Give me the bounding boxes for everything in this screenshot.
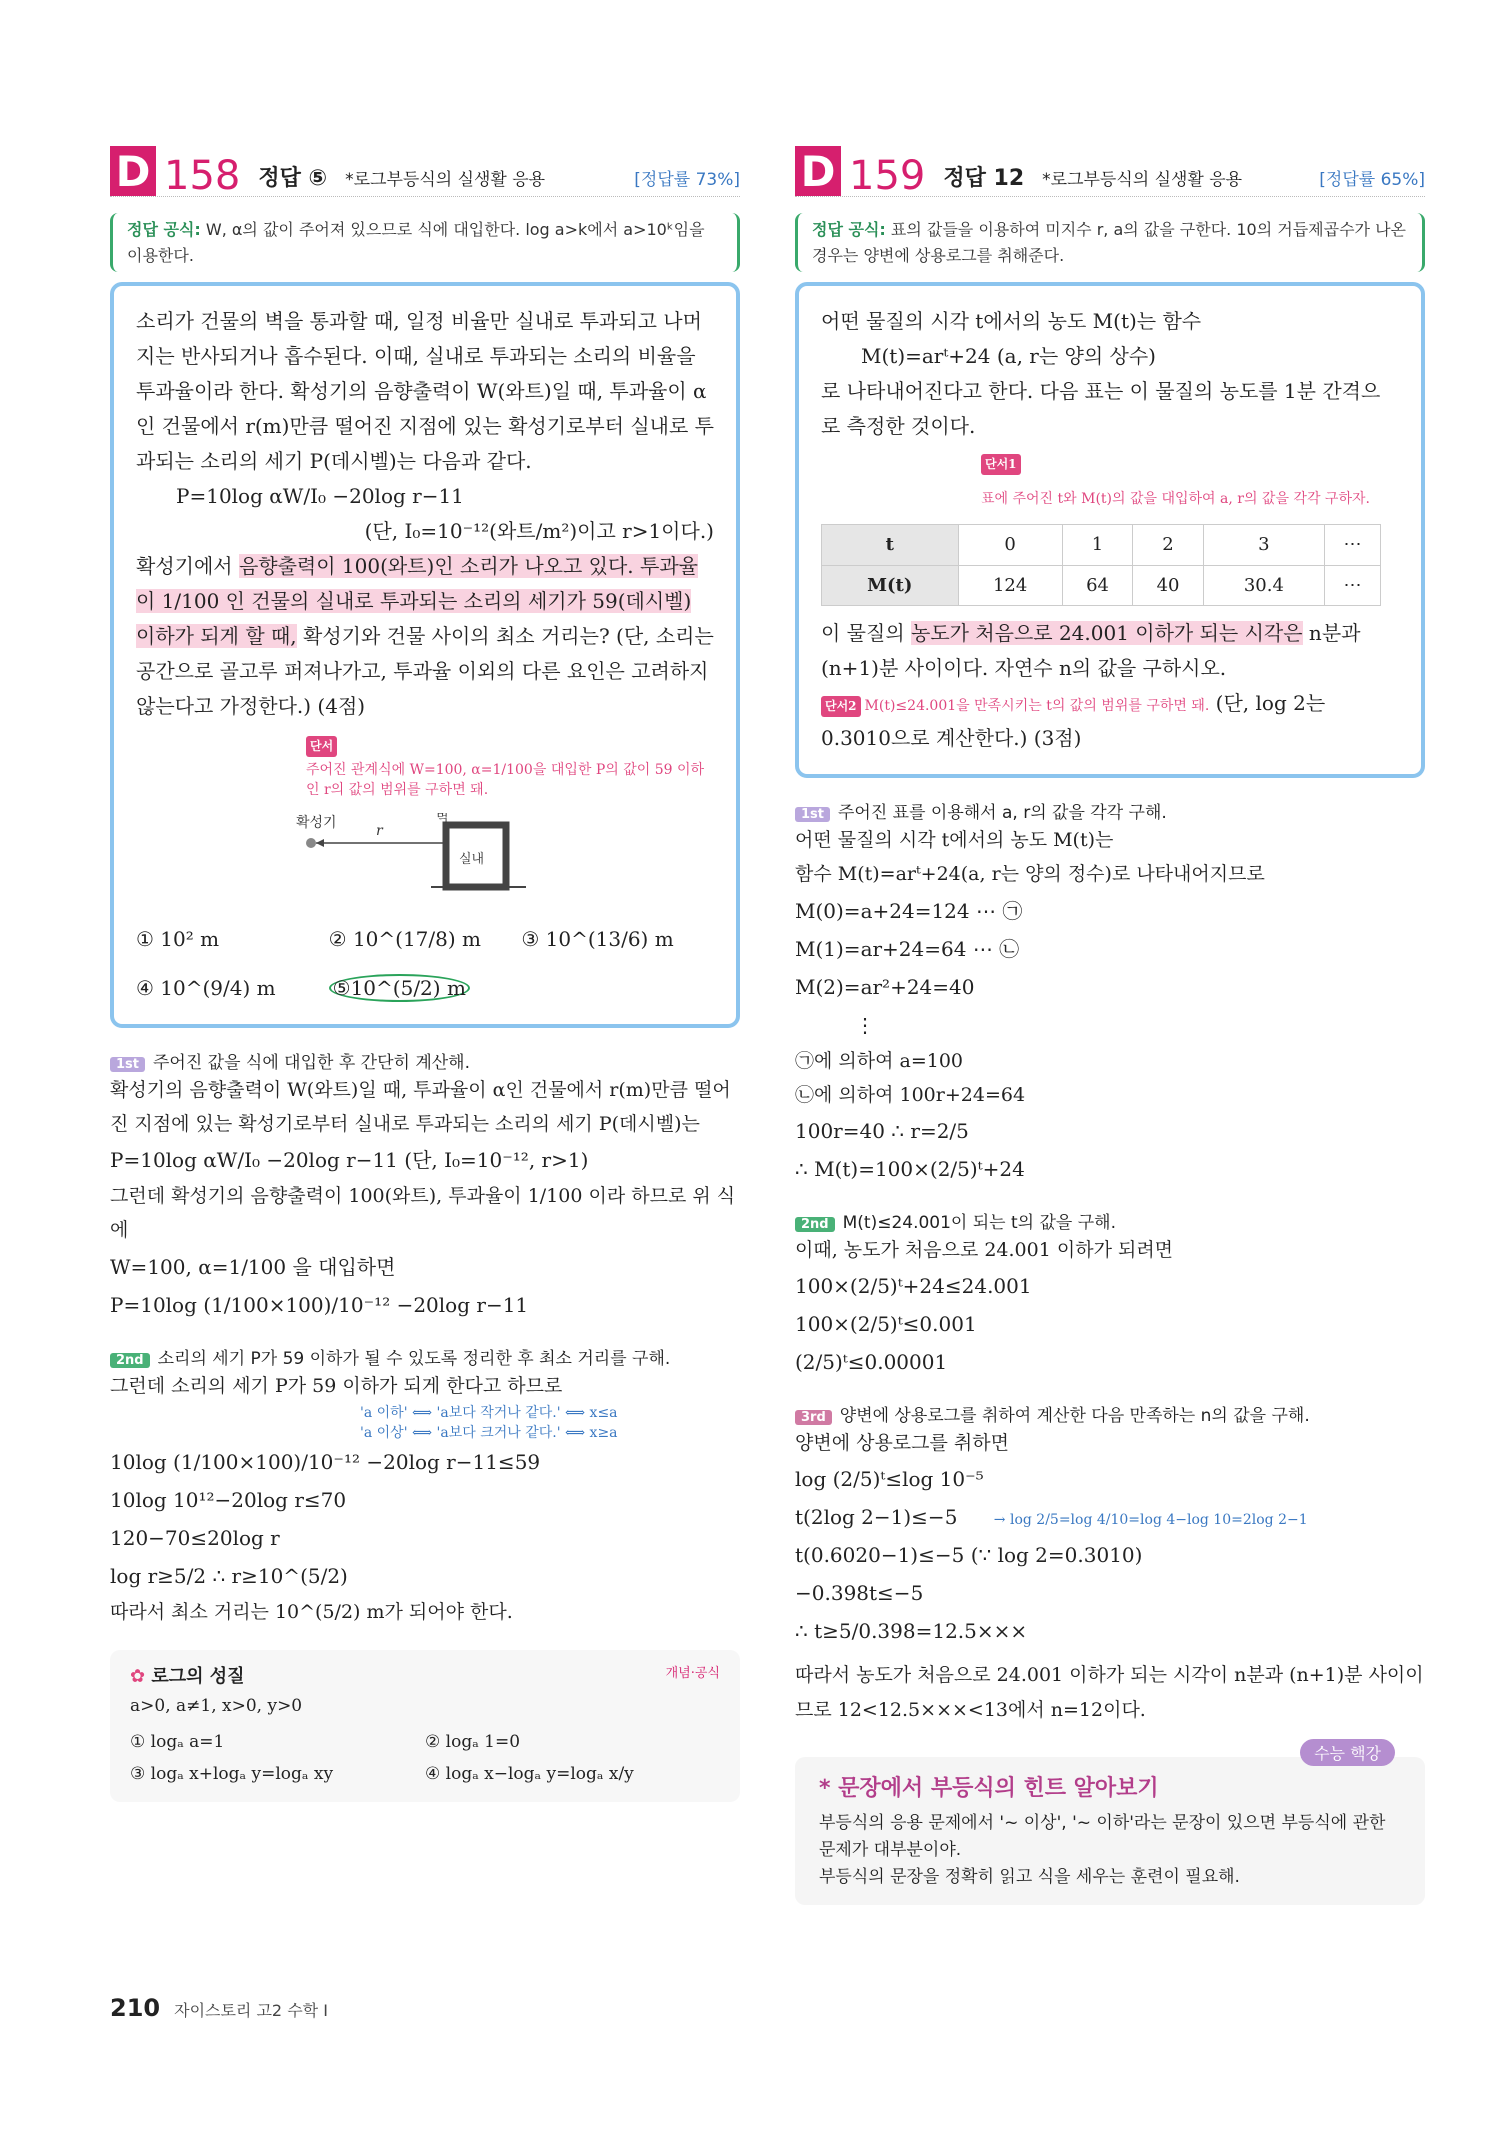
question-text-3: 확성기와 건물 사이의 최소 거리는? (단, 소리는 공간으로 골고루 퍼져나가고, 투과율 이외의 다른 요인은 고려하지 않는다고 가정한다.) (4점) <box>136 624 714 719</box>
solution-line: ⋮ <box>855 1012 875 1037</box>
solution-line: 이때, 농도가 처음으로 24.001 이하가 되려면 <box>795 1238 1174 1261</box>
topic: *로그부등식의 실생활 응용 <box>345 170 546 190</box>
solution-line: 100×(2/5)ᵗ+24≤24.001 <box>795 1274 1032 1299</box>
concept-item: ④ logₐ x−logₐ y=logₐ x/y <box>425 1763 634 1784</box>
level-badge: D <box>110 146 156 196</box>
speaker-wall-diagram <box>296 813 556 895</box>
data-table <box>821 524 1381 606</box>
solution-text: 그런데 확성기의 음향출력이 100(와트), 투과율이 1/100 이라 하므로 위 식에 <box>110 1185 736 1242</box>
formula-label: 정답 공식: <box>812 220 886 239</box>
solution-line: 100r=40 ∴ r=2/5 <box>795 1118 969 1143</box>
table-cell: 3 <box>1203 525 1324 566</box>
step-2-badge: 2nd <box>110 1353 150 1368</box>
answer-formula <box>795 213 1425 272</box>
solution-line: t(0.6020−1)≤−5 (∵ log 2=0.3010) <box>795 1543 1143 1568</box>
choice-2[interactable]: ② 10^(17/8) m <box>328 926 481 951</box>
concept-title-text: 로그의 성질 <box>151 1665 245 1687</box>
distance-label: r <box>376 822 383 839</box>
table-cell: 30.4 <box>1203 565 1324 606</box>
arrow-left-icon <box>316 839 324 847</box>
step-1 <box>110 1048 740 1073</box>
solution-line: 양변에 상용로그를 취하면 <box>795 1432 1009 1455</box>
solution-line: t(2log 2−1)≤−5 <box>795 1505 958 1530</box>
question-text-3c: n분과 (n+1)분 사이이다. 자연수 n의 값을 구하시오. <box>821 621 1361 681</box>
accuracy-rate: [정답률 65%] <box>1319 170 1425 190</box>
note: 'a 이상' ⟺ 'a보다 크거나 같다.' ⟺ x≥a <box>360 1425 618 1442</box>
solution-math: P=10log (1/100×100)/10⁻¹² −20log r−11 <box>110 1292 529 1317</box>
topic: *로그부등식의 실생활 응용 <box>1042 170 1243 190</box>
solution-math: W=100, α=1/100 을 대입하면 <box>110 1254 396 1279</box>
concept-tag: 개념·공식 <box>665 1665 720 1681</box>
solution-conclusion: 따라서 농도가 처음으로 24.001 이하가 되는 시각이 n분과 (n+1)분 사이이므로 12<12.5×××<13에서 n=12이다. <box>795 1664 1424 1721</box>
choices <box>136 922 714 1006</box>
solution-line: log (2/5)ᵗ≤log 10⁻⁵ <box>795 1467 984 1492</box>
book-title: 자이스토리 고2 수학 I <box>174 2001 328 2020</box>
solution-text: 그런데 소리의 세기 P가 59 이하가 되게 한다고 하므로 <box>110 1374 563 1397</box>
solution-line: ∴ t≥5/0.398=12.5××× <box>795 1619 1028 1644</box>
hint-text: 주어진 관계식에 W=100, α=1/100을 대입한 P의 값이 59 이하인 r의 값의 범위를 구하면 돼. <box>306 762 705 798</box>
solution-line: ㉠에 의하여 a=100 <box>795 1049 964 1072</box>
accuracy-rate: [정답률 73%] <box>634 170 740 190</box>
hint-2-row <box>821 686 1399 756</box>
concept-item: ① logₐ a=1 <box>130 1731 225 1752</box>
answer: 정답 ⑤ <box>258 166 328 191</box>
solution-2 <box>795 1233 1425 1381</box>
question-text-1: 소리가 건물의 벽을 통과할 때, 일정 비율만 실내로 투과되고 나머지는 반사되거나 흡수된다. 이때, 실내로 투과되는 소리의 비율을 투과율이라 한다. 확성기의 음향출력이 W(와트)일 때, 투과율이 α인 건물에서 r(m)만큼 떨어진 지점에 있는 확성기로부터 실내로 투과되는 소리의 세기 P(데시벨)는 다음과 같다. <box>136 309 714 474</box>
question-formula: P=10log αW/I₀ −20log r−11 <box>176 484 464 509</box>
formula-text: 표의 값들을 이용하여 미지수 r, a의 값을 구한다. 10의 거듭제곱수가 나온 경우는 양변에 상용로그를 취해준다. <box>812 220 1406 265</box>
solution-math: P=10log αW/I₀ −20log r−11 (단, I₀=10⁻¹², r>1) <box>110 1148 589 1173</box>
table-cell: ⋯ <box>1324 525 1380 566</box>
question-highlight: 음향출력이 100(와트)인 소리가 나오고 있다. 투과율이 1/100 인 건물의 실내로 투과되는 소리의 세기가 59(데시벨) 이하가 되게 할 때, <box>136 554 698 649</box>
concept-title <box>130 1662 245 1688</box>
solution-line: (2/5)ᵗ≤0.00001 <box>795 1350 948 1375</box>
question-text-2: 로 나타내어진다고 한다. 다음 표는 이 물질의 농도를 1분 간격으로 측정한 것이다. <box>821 379 1381 439</box>
level-badge: D <box>795 146 841 196</box>
table-cell: 1 <box>1062 525 1133 566</box>
table-row <box>822 565 1381 606</box>
question-text-2a: 확성기에서 <box>136 554 239 579</box>
step-3-badge: 3rd <box>795 1410 832 1425</box>
question-condition: (단, I₀=10⁻¹²(와트/m²)이고 r>1이다.) <box>364 519 714 544</box>
step-2-title: 소리의 세기 P가 59 이하가 될 수 있도록 정리한 후 최소 거리를 구해. <box>157 1348 671 1369</box>
table-header-cell: M(t) <box>822 565 959 606</box>
question-text-2 <box>136 549 714 724</box>
solution-line: M(2)=ar²+24=40 <box>795 974 975 999</box>
solution-text: 확성기의 음향출력이 W(와트)일 때, 투과율이 α인 건물에서 r(m)만큼 떨어진 지점에 있는 확성기로부터 실내로 투과되는 소리의 세기 P(데시벨)는 <box>110 1078 731 1135</box>
speaker-icon <box>306 838 316 848</box>
solution-line: 함수 M(t)=arᵗ+24(a, r는 양의 정수)로 나타내어지므로 <box>795 863 1265 886</box>
hint-1-text: 표에 주어진 t와 M(t)의 값을 대입하여 a, r의 값을 각각 구하자. <box>981 491 1370 508</box>
question-text-1: 어떤 물질의 시각 t에서의 농도 M(t)는 함수 <box>821 309 1202 334</box>
step-3-title: 양변에 상용로그를 취하여 계산한 다음 만족하는 n의 값을 구해. <box>839 1406 1310 1427</box>
question-formula: M(t)=arᵗ+24 (a, r는 양의 상수) <box>861 344 1156 369</box>
solution-1 <box>795 823 1425 1188</box>
room-label: 실내 <box>459 851 485 867</box>
table-cell: 40 <box>1133 565 1204 606</box>
table-cell: 0 <box>958 525 1062 566</box>
table-header-cell: t <box>822 525 959 566</box>
hint-1 <box>981 444 1399 514</box>
solution-math: 10log (1/100×100)/10⁻¹² −20log r−11≤59 <box>110 1450 541 1475</box>
hint-2-tag: 단서2 <box>821 696 861 717</box>
concept-items <box>130 1726 720 1791</box>
speaker-label: 확성기 <box>296 814 337 831</box>
core-title: * 문장에서 부등식의 힌트 알아보기 <box>819 1775 1159 1801</box>
problem-159 <box>795 140 1425 1905</box>
step-3 <box>795 1401 1425 1426</box>
step-2 <box>795 1208 1425 1233</box>
concept-item: ② logₐ 1=0 <box>425 1731 521 1752</box>
table-cell: 124 <box>958 565 1062 606</box>
core-tip-box <box>795 1743 1425 1906</box>
solution-math: log r≥5/2 ∴ r≥10^(5/2) <box>110 1564 348 1589</box>
answer-formula <box>110 213 740 272</box>
solution-math: 120−70≤20log r <box>110 1526 280 1551</box>
concept-item: ③ logₐ x+logₐ y=logₐ xy <box>130 1763 334 1784</box>
choice-3[interactable]: ③ 10^(13/6) m <box>521 926 674 951</box>
diagram <box>296 813 714 906</box>
hint-tag: 단서 <box>306 736 337 757</box>
solution-line: ∴ M(t)=100×(2/5)ᵗ+24 <box>795 1156 1025 1181</box>
table-cell: 2 <box>1133 525 1204 566</box>
solution-1 <box>110 1073 740 1324</box>
hint <box>306 726 714 805</box>
step-1 <box>795 798 1425 823</box>
problem-158-header <box>110 140 740 197</box>
core-text-2: 부등식의 문장을 정확히 읽고 식을 세우는 훈련이 필요해. <box>819 1867 1240 1888</box>
solution-2 <box>110 1369 740 1630</box>
problem-number: 158 <box>164 153 241 199</box>
flower-icon: ✿ <box>130 1665 152 1687</box>
page-number: 210 <box>110 1994 161 2022</box>
solution-line-with-note <box>795 1498 1425 1536</box>
problem-number: 159 <box>849 153 926 199</box>
step-1-title: 주어진 값을 식에 대입한 후 간단히 계산해. <box>153 1052 471 1073</box>
question-condition: (단, log 2는 0.3010으로 계산한다.) (3점) <box>821 691 1326 751</box>
solution-line: M(1)=ar+24=64 ⋯ ㉡ <box>795 936 1020 961</box>
step-2 <box>110 1344 740 1369</box>
hint-1-tag: 단서1 <box>981 454 1021 475</box>
solution-conclusion: 따라서 최소 거리는 10^(5/2) m가 되어야 한다. <box>110 1601 513 1624</box>
question-text-3 <box>821 616 1399 686</box>
table-row <box>822 525 1381 566</box>
solution-3 <box>795 1426 1425 1727</box>
concept-condition: a>0, a≠1, x>0, y>0 <box>130 1695 303 1716</box>
solution-line: −0.398t≤−5 <box>795 1581 924 1606</box>
problem-158 <box>110 140 740 1802</box>
table-cell: 64 <box>1062 565 1133 606</box>
core-badge: 수능 핵강 <box>1300 1739 1395 1766</box>
formula-label: 정답 공식: <box>127 220 201 239</box>
step-2-title: M(t)≤24.001이 되는 t의 값을 구해. <box>842 1212 1116 1233</box>
concept-box <box>110 1650 740 1803</box>
step-1-badge: 1st <box>795 807 830 822</box>
answer: 정답 12 <box>943 166 1025 191</box>
note: 'a 이하' ⟺ 'a보다 작거나 같다.' ⟺ x≤a <box>360 1404 618 1421</box>
note <box>994 1512 1308 1528</box>
choice-4[interactable]: ④ 10^(9/4) m <box>136 975 276 1000</box>
solution-line: M(0)=a+24=124 ⋯ ㉠ <box>795 898 1023 923</box>
wall-label: 벽 <box>436 812 449 825</box>
step-1-badge: 1st <box>110 1057 145 1072</box>
step-1-title: 주어진 표를 이용해서 a, r의 값을 각각 구해. <box>838 803 1167 824</box>
hint-2-text: M(t)≤24.001을 만족시키는 t의 값의 범위를 구하면 돼. <box>864 698 1210 715</box>
problem-159-header <box>795 140 1425 197</box>
question-text-3a: 이 물질의 <box>821 621 911 646</box>
arrow-right-icon: → <box>993 1512 1010 1529</box>
solution-line: 어떤 물질의 시각 t에서의 농도 M(t)는 <box>795 829 1114 852</box>
table-cell: ⋯ <box>1324 565 1380 606</box>
solution-math: 10log 10¹²−20log r≤70 <box>110 1488 347 1513</box>
selected-answer: ⑤10^(5/2) m <box>329 974 470 1002</box>
choice-1[interactable]: ① 10² m <box>136 926 220 951</box>
choice-5[interactable] <box>329 971 522 1006</box>
note-text: log 2/5=log 4/10=log 4−log 10=2log 2−1 <box>1009 1512 1308 1529</box>
core-text-1: 부등식의 응용 문제에서 '~ 이상', '~ 이하'라는 문장이 있으면 부등식에 관한 문제가 대부분이야. <box>819 1812 1386 1860</box>
step-2-badge: 2nd <box>795 1217 835 1232</box>
question-box <box>795 282 1425 778</box>
page-footer <box>110 1994 328 2022</box>
solution-line: ㉡에 의하여 100r+24=64 <box>795 1083 1026 1106</box>
solution-line: 100×(2/5)ᵗ≤0.001 <box>795 1312 977 1337</box>
formula-text: W, α의 값이 주어져 있으므로 식에 대입한다. log a>k에서 a>10ᵏ임을 이용한다. <box>127 220 705 265</box>
question-highlight: 농도가 처음으로 24.001 이하가 되는 시각은 <box>911 621 1303 646</box>
question-box <box>110 282 740 1028</box>
